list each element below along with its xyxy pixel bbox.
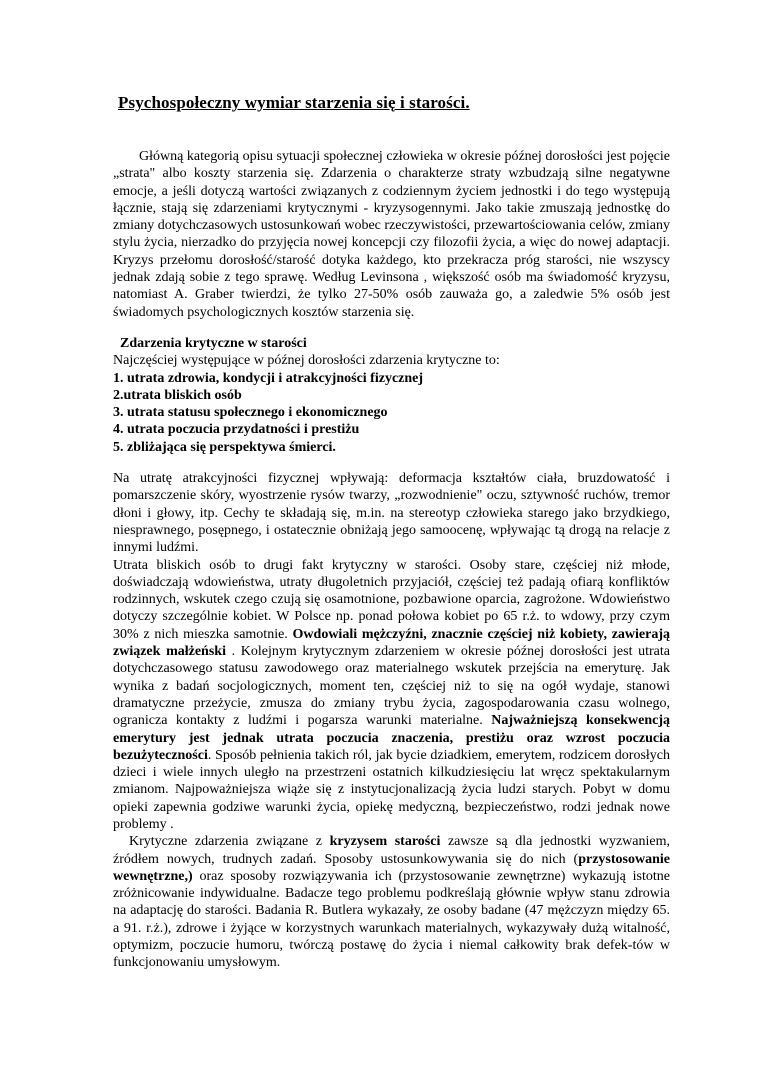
loss-paragraph: Utrata bliskich osób to drugi fakt krytyczny w starości. Osoby stare, częściej niż młode, doświadczają wdowieństwa, utraty długoletnich przyjaciół, częściej też padają ofiarą konfliktów rodzinnych, wskutek czego czują się osamotnione, pozbawione oparcia, zagrożone. Wdowieństwo dotyczy szczególnie kobiet. W Polsce np. ponad połowa kobiet po 65 r.ż. to wdowy, przy czym 30% z nich mieszka samotnie. Owdowiali mężczyźni, znacznie częściej niż kobiety, zawierają związek małżeński . Kolejnym krytycznym zdarzeniem w okresie późnej dorosłości jest utrata dotychczasowego statusu zawodowego oraz materialnego wskutek przejścia na emeryturę. Jak wynika z badań socjologicznych, moment ten, częściej niż to się na ogół wydaje, stanowi dramatyczne przeżycie, zmusza do zmiany trybu życia, zagospodarowania czasu wolnego, ogranicza kontakty z ludźmi i pogarsza warunki materialne. Najważniejszą konsekwencją emerytury jest jednak utrata poczucia znaczenia, prestiżu oraz wzrost poczucia bezużyteczności. Sposób pełnienia takich ról, jak bycie dziadkiem, emerytem, rodzicem dorosłych dzieci i wiele innych uległo na przestrzeni ostatnich kilkudziesięciu lat wręcz spektakularnym zmianom. Najpoważniejsza wiąże się z instytucjonalizacją życia ludzi starych. Pobyt w domu opieki zapewnia godziwe warunki życia, opiekę medyczną, bezpieczeństwo, rodzi jednak nowe problemy . bbox=[113, 557, 670, 832]
attractiveness-paragraph: Na utratę atrakcyjności fizycznej wpływają: deformacja kształtów ciała, bruzdowatość i pomarszczenie skóry, wyostrzenie rysów twarzy, „rozwodnienie" oczu, sztywność ruchów, tremor dłoni i głowy, itp. Cechy te składają się, m.in. na stereotyp człowieka starego jako brzydkiego, niesprawnego, posępnego, i ostatecznie obniżają jego samoocenę, wpływając tą drogą na relacje z innymi ludźmi. bbox=[113, 471, 670, 556]
list-item: 1. utrata zdrowia, kondycji i atrakcyjności fizycznej bbox=[113, 370, 424, 386]
section-intro: Najczęściej występujące w późnej dorosłości zdarzenia krytyczne to: bbox=[113, 353, 500, 369]
document-title: Psychospołeczny wymiar starzenia się i starości. bbox=[118, 93, 470, 112]
list-item: 2.utrata bliskich osób bbox=[113, 387, 242, 403]
crisis-paragraph: Krytyczne zdarzenia związane z kryzysem starości zawsze są dla jednostki wyzwaniem, źródłem nowych, trudnych zadań. Sposoby ustosunkowywania się do nich (przystosowanie wewnętrzne,) oraz sposoby rozwiązywania ich (przystosowanie zewnętrzne) wykazują istotne zróżnicowanie indywidualne. Badacze tego problemu podkreślają głównie wpływ stanu zdrowia na adaptację do starości. Badania R. Butlera wykazały, ze osoby badane (47 mężczyzn między 65. a 91. r.ż.), zdrowe i żyjące w korzystnych warunkach materialnych, wykazywały dużą witalność, optymizm, poczucie humoru, twórczą postawę do życia i niemal całkowity brak defek-tów w funkcjonowaniu umysłowym. bbox=[113, 834, 670, 971]
intro-paragraph: Główną kategorią opisu sytuacji społecznej człowieka w okresie późnej dorosłości jest pojęcie „strata" albo koszty starzenia się. Zdarzenia o charakterze straty wzbudzają silne negatywne emocje, a jeśli dotyczą wartości związanych z codziennym życiem jednostki i do tego występują łącznie, stają się zdarzeniami krytycznymi - kryzysogennymi. Jako takie zmuszają jednostkę do zmiany dotychczasowych ustosunkowań wobec rzeczywistości, przewartościowania celów, zmiany stylu życia, nierzadko do przyjęcia nowej koncepcji czy filozofii życia, a więc do nowej adaptacji. Kryzys przełomu dorosłość/starość dotyka każdego, kto przekracza próg starości, nie wszyscy jednak zdają sobie z tego sprawę. Według Levinsona , większość osób ma świadomość kryzysu, natomiast A. Graber twierdzi, że tylko 27-50% osób zauważa go, a zaledwie 5% osób jest świadomych psychologicznych kosztów starzenia się. bbox=[113, 149, 670, 320]
section-heading: Zdarzenia krytyczne w starości bbox=[120, 335, 307, 351]
list-item: 4. utrata poczucia przydatności i prestiżu bbox=[113, 422, 360, 438]
list-item: 5. zbliżająca się perspektywa śmierci. bbox=[113, 439, 336, 455]
critical-events-section bbox=[113, 335, 670, 456]
list-item: 3. utrata statusu społecznego i ekonomicznego bbox=[113, 405, 388, 421]
document-body bbox=[113, 148, 670, 972]
critical-events-list bbox=[113, 370, 670, 456]
